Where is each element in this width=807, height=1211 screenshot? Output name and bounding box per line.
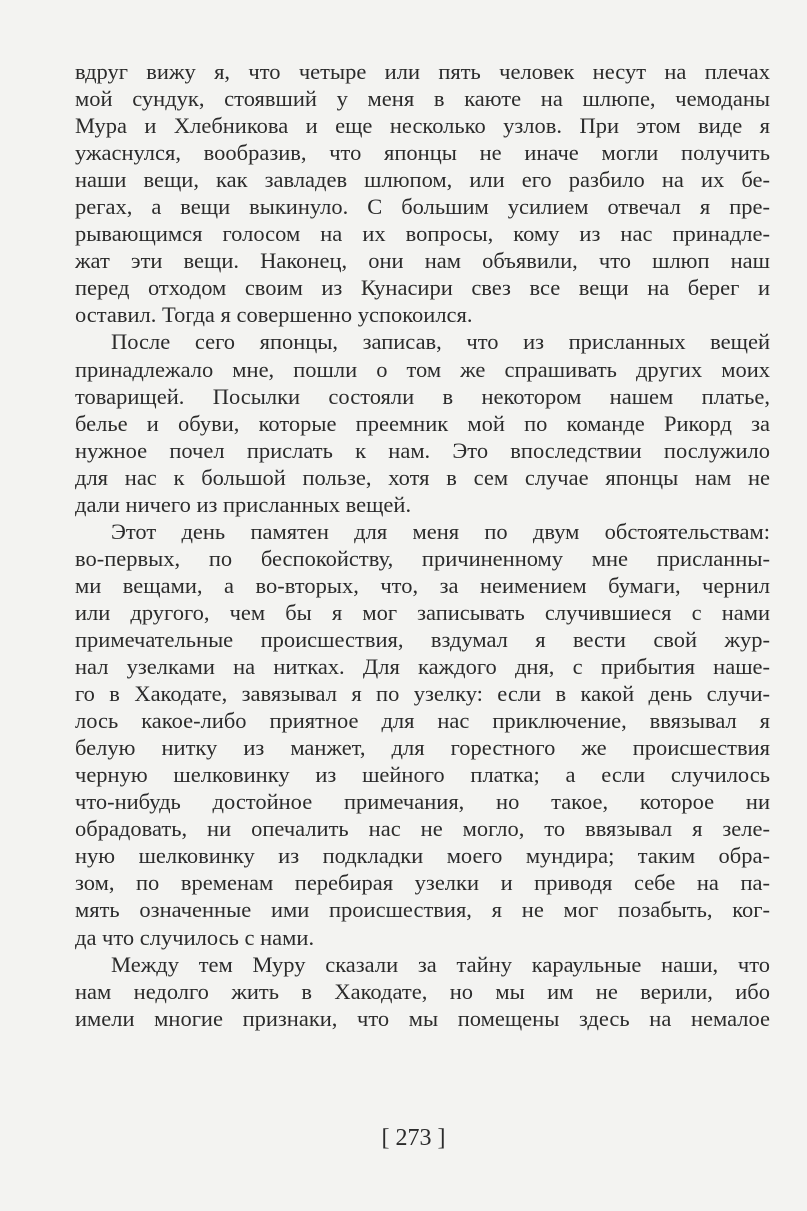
text-line: перед отходом своим из Кунасири свез все вещи на берег и	[75, 275, 770, 301]
text-line: да что случилось с нами.	[75, 924, 315, 950]
text-line: мять означенные ими происшествия, я не мог позабыть, ког-	[75, 897, 770, 923]
text-line: Мура и Хлебникова и еще несколько узлов. При этом виде я	[75, 113, 770, 139]
text-line: во-первых, по беспокойству, причиненному мне присланны-	[75, 545, 770, 571]
text-line: примечательные происшествия, вздумал я вести свой жур-	[75, 626, 770, 652]
text-line: регах, а вещи выкинуло. С большим усилием отвечал я пре-	[75, 194, 770, 220]
text-line: жат эти вещи. Наконец, они нам объявили, что шлюп наш	[75, 248, 770, 274]
text-line: дали ничего из присланных вещей.	[75, 491, 412, 517]
text-line: Между тем Муру сказали за тайну караульные наши, что	[111, 951, 770, 977]
text-line: наши вещи, как завладев шлюпом, или его разбило на их бе-	[75, 167, 770, 193]
text-line: лось какое-либо приятное для нас приключение, ввязывал я	[75, 708, 770, 734]
text-line: После сего японцы, записав, что из присланных вещей	[111, 329, 770, 355]
text-line: ужаснулся, вообразив, что японцы не иначе могли получить	[75, 140, 770, 166]
text-line: зом, по временам перебирая узелки и приводя себе на па-	[75, 870, 770, 896]
text-line: го в Хакодате, завязывал я по узелку: если в какой день случи-	[75, 681, 770, 707]
text-line: оставил. Тогда я совершенно успокоился.	[75, 302, 473, 328]
text-line: черную шелковинку из шейного платка; а если случилось	[75, 762, 770, 788]
text-line: вдруг вижу я, что четыре или пять человек несут на плечах	[75, 59, 770, 84]
text-line: рывающимся голосом на их вопросы, кому из нас принадле-	[75, 221, 770, 247]
text-line: ную шелковинку из подкладки моего мундира; таким обра-	[75, 843, 770, 869]
text-line: что-нибудь достойное примечания, но такое, которое ни	[75, 789, 770, 815]
page-body-text	[75, 58, 770, 1032]
text-line: белье и обуви, которые преемник мой по команде Рикорд за	[75, 410, 770, 436]
text-line: принадлежало мне, пошли о том же спрашивать других моих	[75, 356, 770, 382]
text-line: нал узелками на нитках. Для каждого дня, с прибытия наше-	[75, 654, 770, 680]
text-line: имели многие признаки, что мы помещены здесь на немалое	[75, 1005, 770, 1031]
text-line: ми вещами, а во-вторых, что, за неимением бумаги, чернил	[75, 572, 770, 598]
text-line: или другого, чем бы я мог записывать случившиеся с нами	[75, 599, 770, 625]
text-line: для нас к большой пользе, хотя в сем случае японцы нам не	[75, 464, 770, 490]
text-line: нужное почел прислать к нам. Это впоследствии послужило	[75, 437, 770, 463]
text-line: мой сундук, стоявший у меня в каюте на шлюпе, чемоданы	[75, 86, 770, 112]
text-line: Этот день памятен для меня по двум обстоятельствам:	[111, 518, 770, 544]
text-line: белую нитку из манжет, для горестного же происшествия	[75, 735, 770, 761]
text-line: обрадовать, ни опечалить нас не могло, то ввязывал я зеле-	[75, 816, 770, 842]
page-number: [ 273 ]	[381, 1125, 446, 1151]
text-line: нам недолго жить в Хакодате, но мы им не верили, ибо	[75, 978, 770, 1004]
text-line: товарищей. Посылки состояли в некотором нашем платье,	[75, 383, 770, 409]
